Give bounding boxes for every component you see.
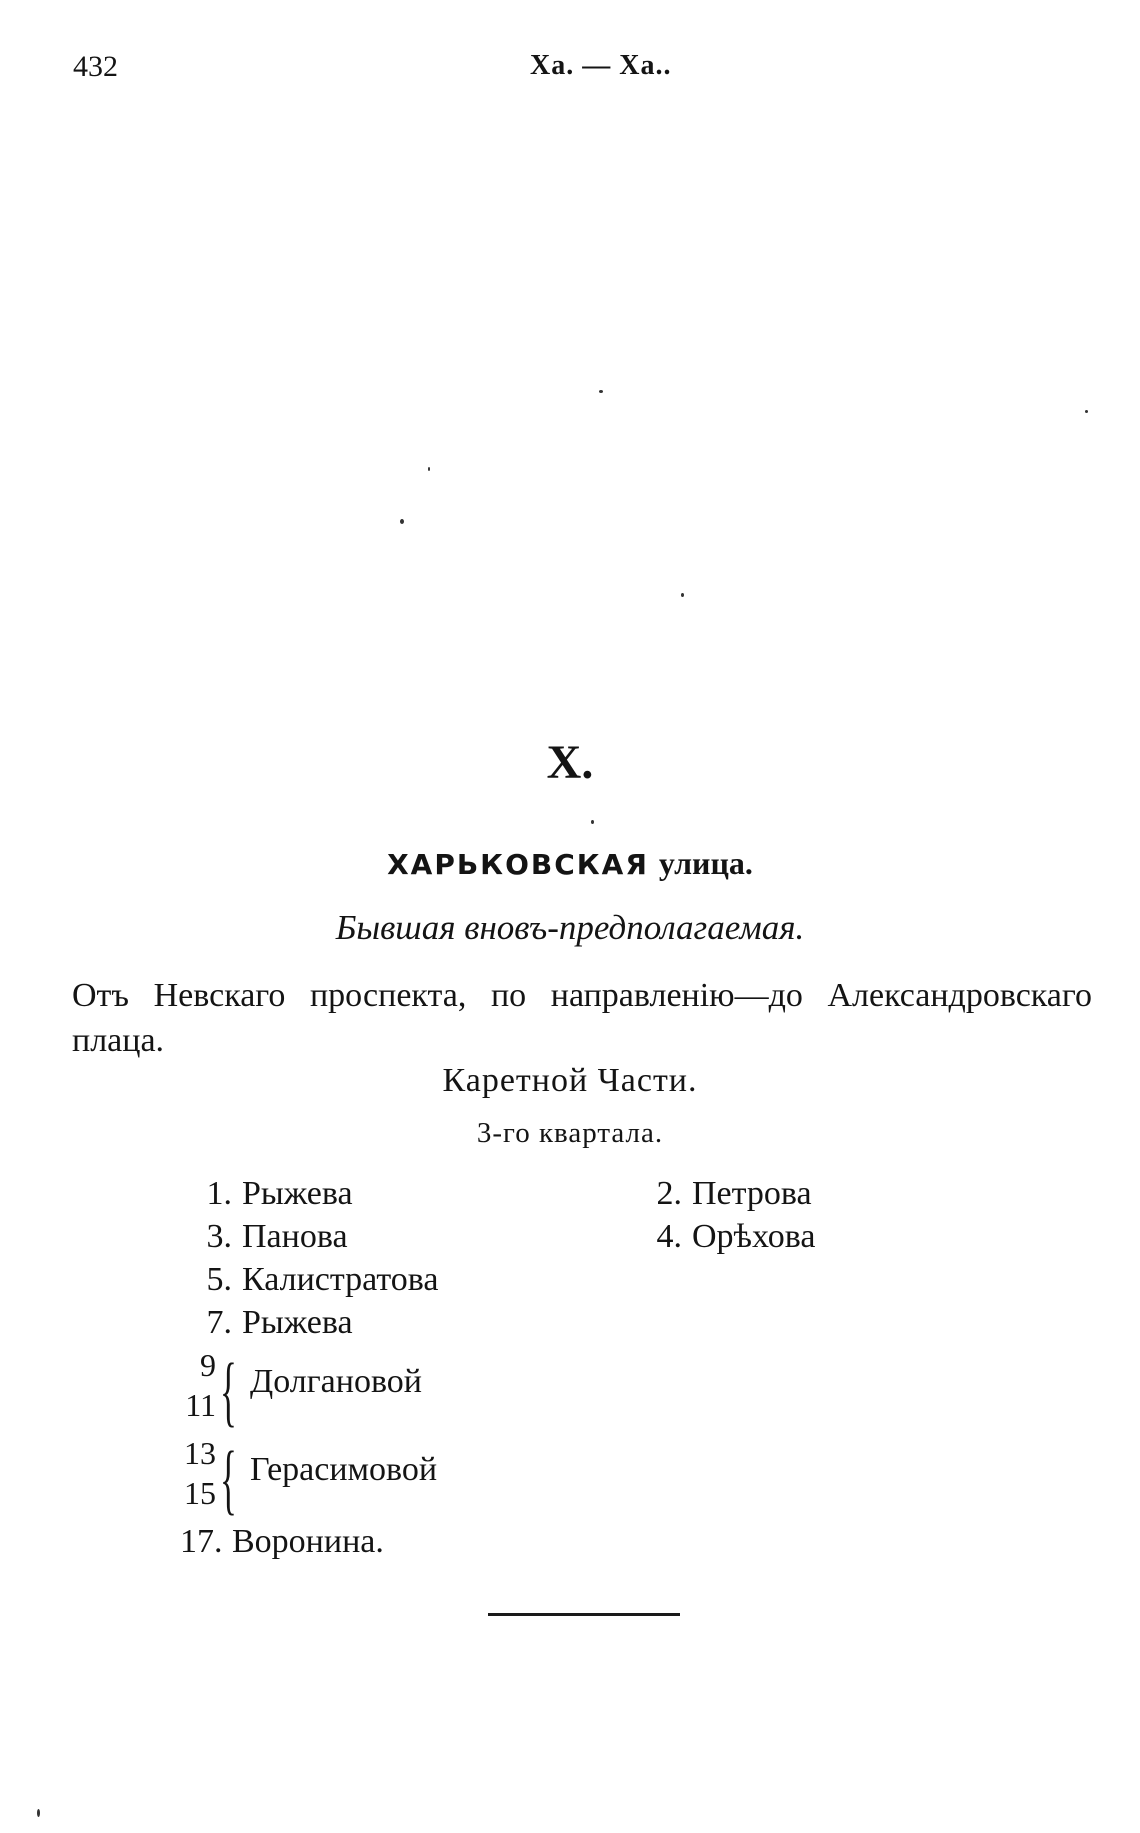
scan-speck	[599, 390, 603, 393]
house-number: 11	[185, 1387, 216, 1423]
house-number: 3.	[206, 1218, 232, 1255]
house-entry	[190, 1261, 438, 1299]
house-number: 2.	[656, 1175, 682, 1212]
street-subtitle: Бывшая вновъ-предполагаемая.	[335, 908, 805, 947]
scan-speck	[591, 820, 594, 824]
house-entry	[640, 1175, 812, 1213]
page-number: 432	[73, 50, 118, 83]
house-group-numbers	[168, 1433, 216, 1513]
house-entry	[190, 1304, 353, 1342]
street-title	[0, 845, 1140, 882]
house-owner: Петрова	[692, 1175, 812, 1212]
house-entry	[190, 1218, 348, 1256]
house-number: 17.	[180, 1523, 223, 1560]
scan-speck	[37, 1809, 40, 1817]
scan-speck	[681, 593, 684, 597]
street-kind: улица.	[658, 845, 753, 881]
street-description: Отъ Невскаго проспекта, по направленію—до Александровскаго плаца.	[72, 977, 1092, 1059]
house-entry	[640, 1218, 815, 1256]
house-group	[168, 1433, 488, 1523]
running-head: Ха. — Ха..	[530, 50, 672, 81]
house-owner: Герасимовой	[250, 1451, 438, 1488]
scan-speck	[428, 467, 430, 471]
house-group	[168, 1345, 488, 1435]
scan-speck	[400, 519, 404, 524]
house-entry	[180, 1523, 384, 1561]
house-owner: Рыжева	[242, 1304, 353, 1341]
house-number: 13	[184, 1435, 216, 1471]
house-number: 5.	[206, 1261, 232, 1298]
house-number: 4.	[656, 1218, 682, 1255]
house-owner: Долгановой	[250, 1363, 422, 1400]
section-letter: Х.	[546, 736, 594, 789]
house-owner: Орѣхова	[692, 1218, 816, 1255]
house-group-numbers	[168, 1345, 216, 1425]
quarter-heading: 3-го квартала.	[476, 1117, 664, 1149]
house-number: 15	[184, 1475, 216, 1511]
brace-mark: {	[220, 1435, 237, 1522]
house-number: 9	[200, 1347, 216, 1383]
house-owner: Панова	[242, 1218, 348, 1255]
closing-rule	[488, 1613, 680, 1616]
house-owner: Рыжева	[242, 1175, 353, 1212]
street-name: ХАРЬКОВСКАЯ	[387, 848, 649, 881]
brace-mark: {	[220, 1347, 237, 1434]
house-entry	[190, 1175, 353, 1213]
house-owner: Калистратова	[242, 1261, 439, 1298]
house-number: 1.	[206, 1175, 232, 1212]
district-heading: Каретной Части.	[442, 1062, 698, 1099]
house-number: 7.	[206, 1304, 232, 1341]
house-owner: Воронина.	[232, 1523, 384, 1560]
scan-speck	[1085, 410, 1088, 413]
